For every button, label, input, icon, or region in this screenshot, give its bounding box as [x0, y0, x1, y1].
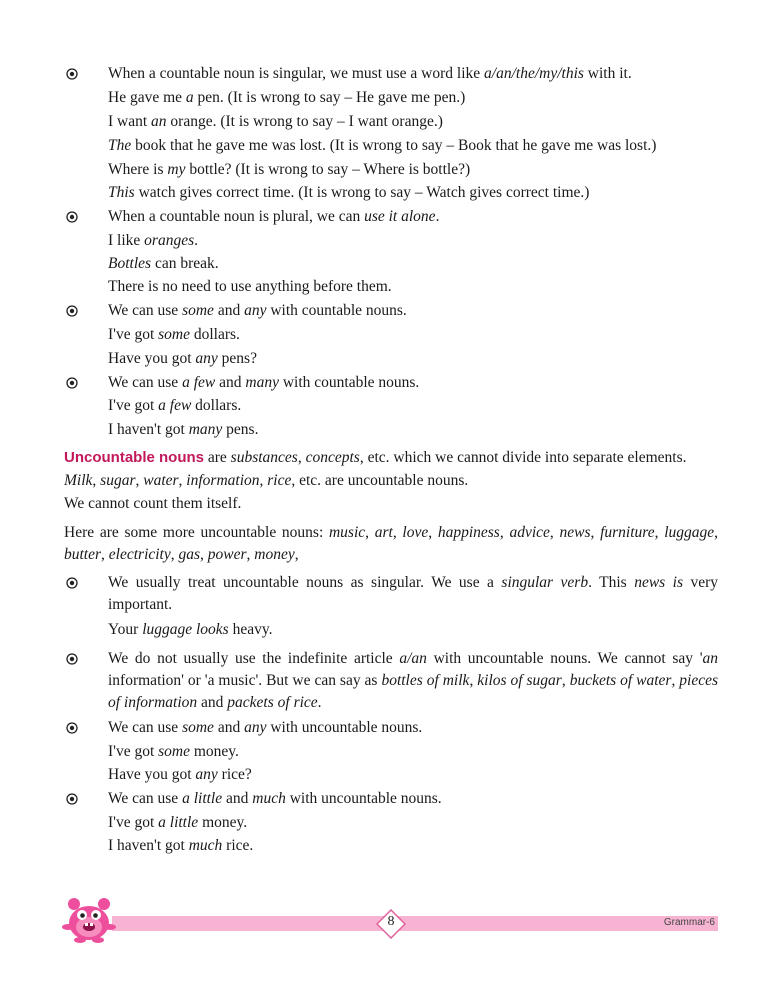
example-line: There is no need to use anything before them. — [108, 278, 392, 295]
note-line: We cannot count them itself. — [64, 495, 242, 512]
example-line: I've got some dollars. — [108, 326, 240, 343]
bullet-icon — [66, 653, 78, 665]
example-line: Have you got any rice? — [108, 766, 252, 783]
example-line: I've got some money. — [108, 743, 239, 760]
example-line: He gave me a pen. (It is wrong to say – He gave me pen.) — [108, 89, 466, 106]
bullet-icon — [66, 722, 78, 734]
rule-paragraph: We do not usually use the indefinite article a/an with uncountable nouns. We cannot say 'an information' or 'a music'. But we can say as bottles of milk, kilos of sugar, buckets of water, pieces of information and packets of rice. — [108, 650, 719, 711]
example-line: This watch gives correct time. (It is wrong to say – Watch gives correct time.) — [108, 184, 590, 201]
examples-line: Milk, sugar, water, information, rice, etc. are uncountable nouns. — [64, 472, 469, 489]
example-line: Your luggage looks heavy. — [108, 621, 273, 638]
bullet-icon — [66, 577, 78, 589]
example-line: I haven't got much rice. — [108, 837, 254, 854]
rule-line: We can use some and any with uncountable nouns. — [108, 719, 423, 736]
bullet-icon — [66, 211, 78, 223]
rule-line: We can use a little and much with uncountable nouns. — [108, 790, 442, 807]
rule-line: We can use some and any with countable nouns. — [108, 302, 407, 319]
example-line: Bottles can break. — [108, 255, 219, 272]
example-line: I want an orange. (It is wrong to say – I want orange.) — [108, 113, 443, 130]
bullet-icon — [66, 305, 78, 317]
page-number: 8 — [387, 914, 395, 929]
example-line: I've got a few dollars. — [108, 397, 242, 414]
section-term: Uncountable nouns — [64, 449, 204, 466]
rule-line: When a countable noun is singular, we must use a word like a/an/the/my/this with it. — [108, 65, 632, 82]
example-line: I've got a little money. — [108, 814, 248, 831]
bullet-icon — [66, 68, 78, 80]
footer-band — [112, 916, 718, 931]
example-line: Have you got any pens? — [108, 350, 257, 367]
example-line: Where is my bottle? (It is wrong to say – Where is bottle?) — [108, 161, 471, 178]
example-line: The book that he gave me was lost. (It is wrong to say – Book that he gave me was lost.) — [108, 137, 657, 154]
more-nouns-paragraph: Here are some more uncountable nouns: music, art, love, happiness, advice, news, furniture, luggage, butter, electricity, gas, power, money, — [64, 524, 719, 563]
rule-paragraph: We usually treat uncountable nouns as singular. We use a singular verb. This news is very important. — [108, 574, 719, 613]
bullet-icon — [66, 793, 78, 805]
example-line: I like oranges. — [108, 232, 198, 249]
pink-monster-mascot-icon — [60, 893, 118, 943]
footer-label: Grammar-6 — [663, 917, 715, 928]
bullet-icon — [66, 377, 78, 389]
rule-line: When a countable noun is plural, we can use it alone. — [108, 208, 440, 225]
definition-line: Uncountable nouns are substances, concepts, etc. which we cannot divide into separate elements. — [64, 449, 687, 466]
example-line: I haven't got many pens. — [108, 421, 259, 438]
rule-line: We can use a few and many with countable nouns. — [108, 374, 420, 391]
